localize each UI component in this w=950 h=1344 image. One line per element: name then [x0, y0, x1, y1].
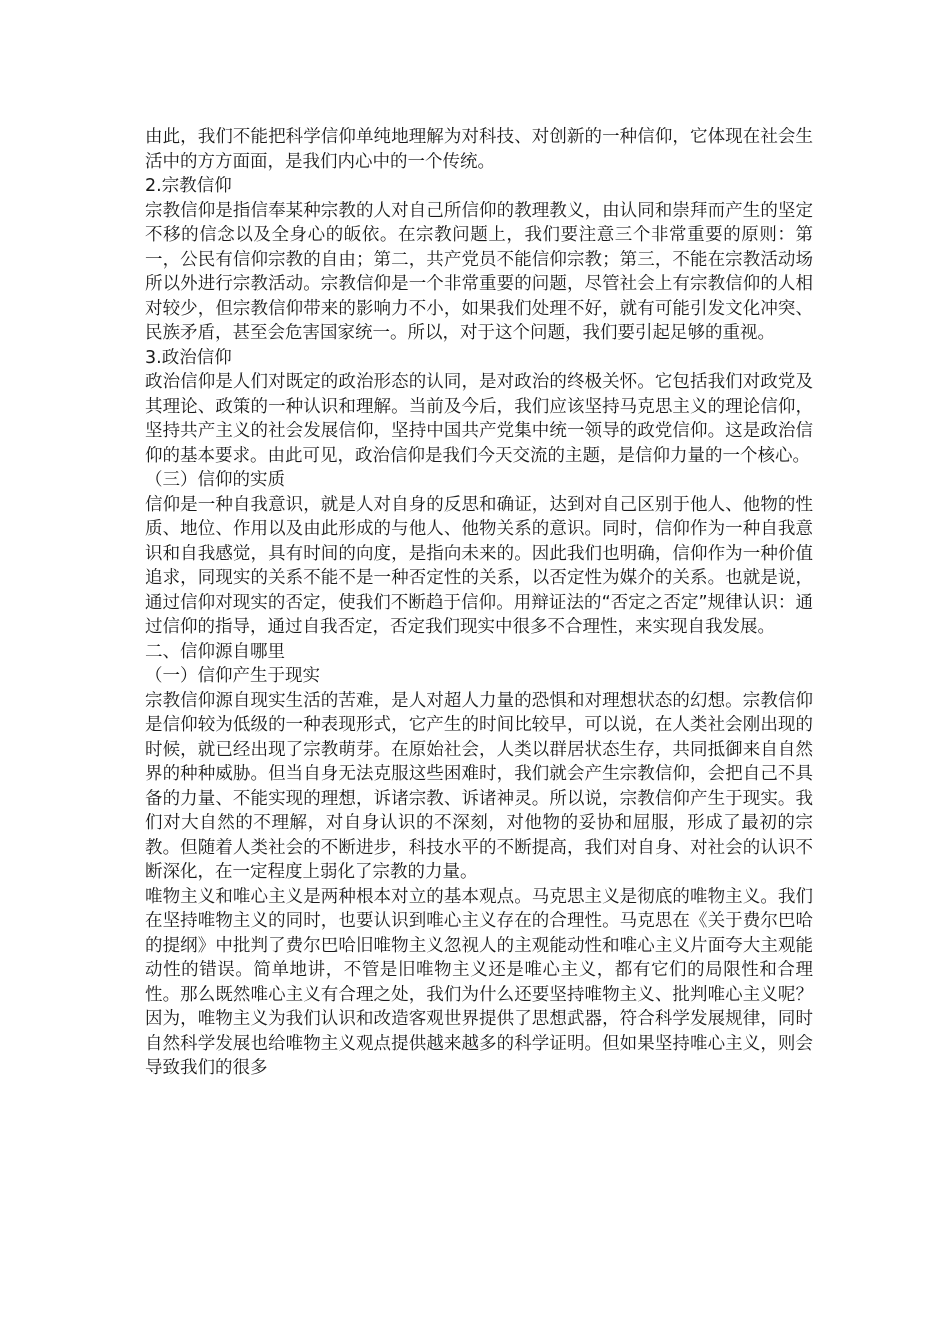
heading-essence-of-belief: （三）信仰的实质 [145, 470, 285, 490]
paragraph-science-belief-summary: 由此，我们不能把科学信仰单纯地理解为对科技、对创新的一种信仰，它体现在社会生活中的方方面面，是我们内心中的一个传统。 [145, 127, 813, 172]
paragraph-religious-belief: 宗教信仰是指信奉某种宗教的人对自己所信仰的教理教义，由认同和崇拜而产生的坚定不移的信念以及全身心的皈依。在宗教问题上，我们要注意三个非常重要的原则：第一，公民有信仰宗教的自由；第二，共产党员不能信仰宗教；第三，不能在宗教活动场所以外进行宗教活动。宗教信仰是一个非常重要的问题，尽管社会上有宗教信仰的人相对较少，但宗教信仰带来的影响力不小，如果我们处理不好，就有可能引发文化冲突、民族矛盾，甚至会危害国家统一。所以，对于这个问题，我们要引起足够的重视。 [145, 200, 813, 343]
paragraph-religion-from-reality: 宗教信仰源自现实生活的苦难，是人对超人力量的恐惧和对理想状态的幻想。宗教信仰是信仰较为低级的一种表现形式，它产生的时间比较早，可以说，在人类社会刚出现的时候，就已经出现了宗教萌芽。在原始社会，人类以群居状态生存，共同抵御来自自然界的种种威胁。但当自身无法克服这些困难时，我们就会产生宗教信仰，会把自己不具备的力量、不能实现的理想，诉诸宗教、诉诸神灵。所以说，宗教信仰产生于现实。我们对大自然的不理解，对自身认识的不深刻，对他物的妥协和屈服，形成了最初的宗教。但随着人类社会的不断进步，科技水平的不断提高，我们对自身、对社会的认识不断深化，在一定程度上弱化了宗教的力量。 [145, 690, 813, 882]
heading-source-of-belief: 二、信仰源自哪里 [145, 641, 285, 662]
paragraph-political-belief: 政治信仰是人们对既定的政治形态的认同，是对政治的终极关怀。它包括我们对政党及其理论、政策的一种认识和理解。当前及今后，我们应该坚持马克思主义的理论信仰，坚持共产主义的社会发展信仰，坚持中国共产党集中统一领导的政党信仰。这是政治信仰的基本要求。由此可见，政治信仰是我们今天交流的主题，是信仰力量的一个核心。 [145, 372, 813, 466]
paragraph-materialism-idealism: 唯物主义和唯心主义是两种根本对立的基本观点。马克思主义是彻底的唯物主义。我们在坚持唯物主义的同时，也要认识到唯心主义存在的合理性。马克思在《关于费尔巴哈的提纲》中批判了费尔巴哈旧唯物主义忽视人的主观能动性和唯心主义片面夸大主观能动性的错误。简单地讲，不管是旧唯物主义还是唯心主义，都有它们的局限性和合理性。那么既然唯心主义有合理之处，我们为什么还要坚持唯物主义、批判唯心主义呢？因为，唯物主义为我们认识和改造客观世界提供了思想武器，符合科学发展规律，同时自然科学发展也给唯物主义观点提供越来越多的科学证明。但如果坚持唯心主义，则会导致我们的很多 [145, 886, 813, 1078]
paragraph-essence-of-belief: 信仰是一种自我意识，就是人对自身的反思和确证，达到对自己区别于他人、他物的性质、地位、作用以及由此形成的与他人、他物关系的意识。同时，信仰作为一种自我意识和自我感觉，具有时间的向度，是指向未来的。因此我们也明确，信仰作为一种价值追求，同现实的关系不能不是一种否定性的关系，以否定性为媒介的关系。也就是说，通过信仰对现实的否定，使我们不断趋于信仰。用辩证法的“否定之否定”规律认识：通过信仰的指导，通过自我否定，否定我们现实中很多不合理性，来实现自我发展。 [145, 494, 813, 637]
heading-political-belief: 3.政治信仰 [145, 347, 232, 368]
heading-religious-belief: 2.宗教信仰 [145, 176, 232, 196]
document-page [145, 125, 813, 1081]
heading-belief-from-reality: （一）信仰产生于现实 [145, 666, 320, 686]
